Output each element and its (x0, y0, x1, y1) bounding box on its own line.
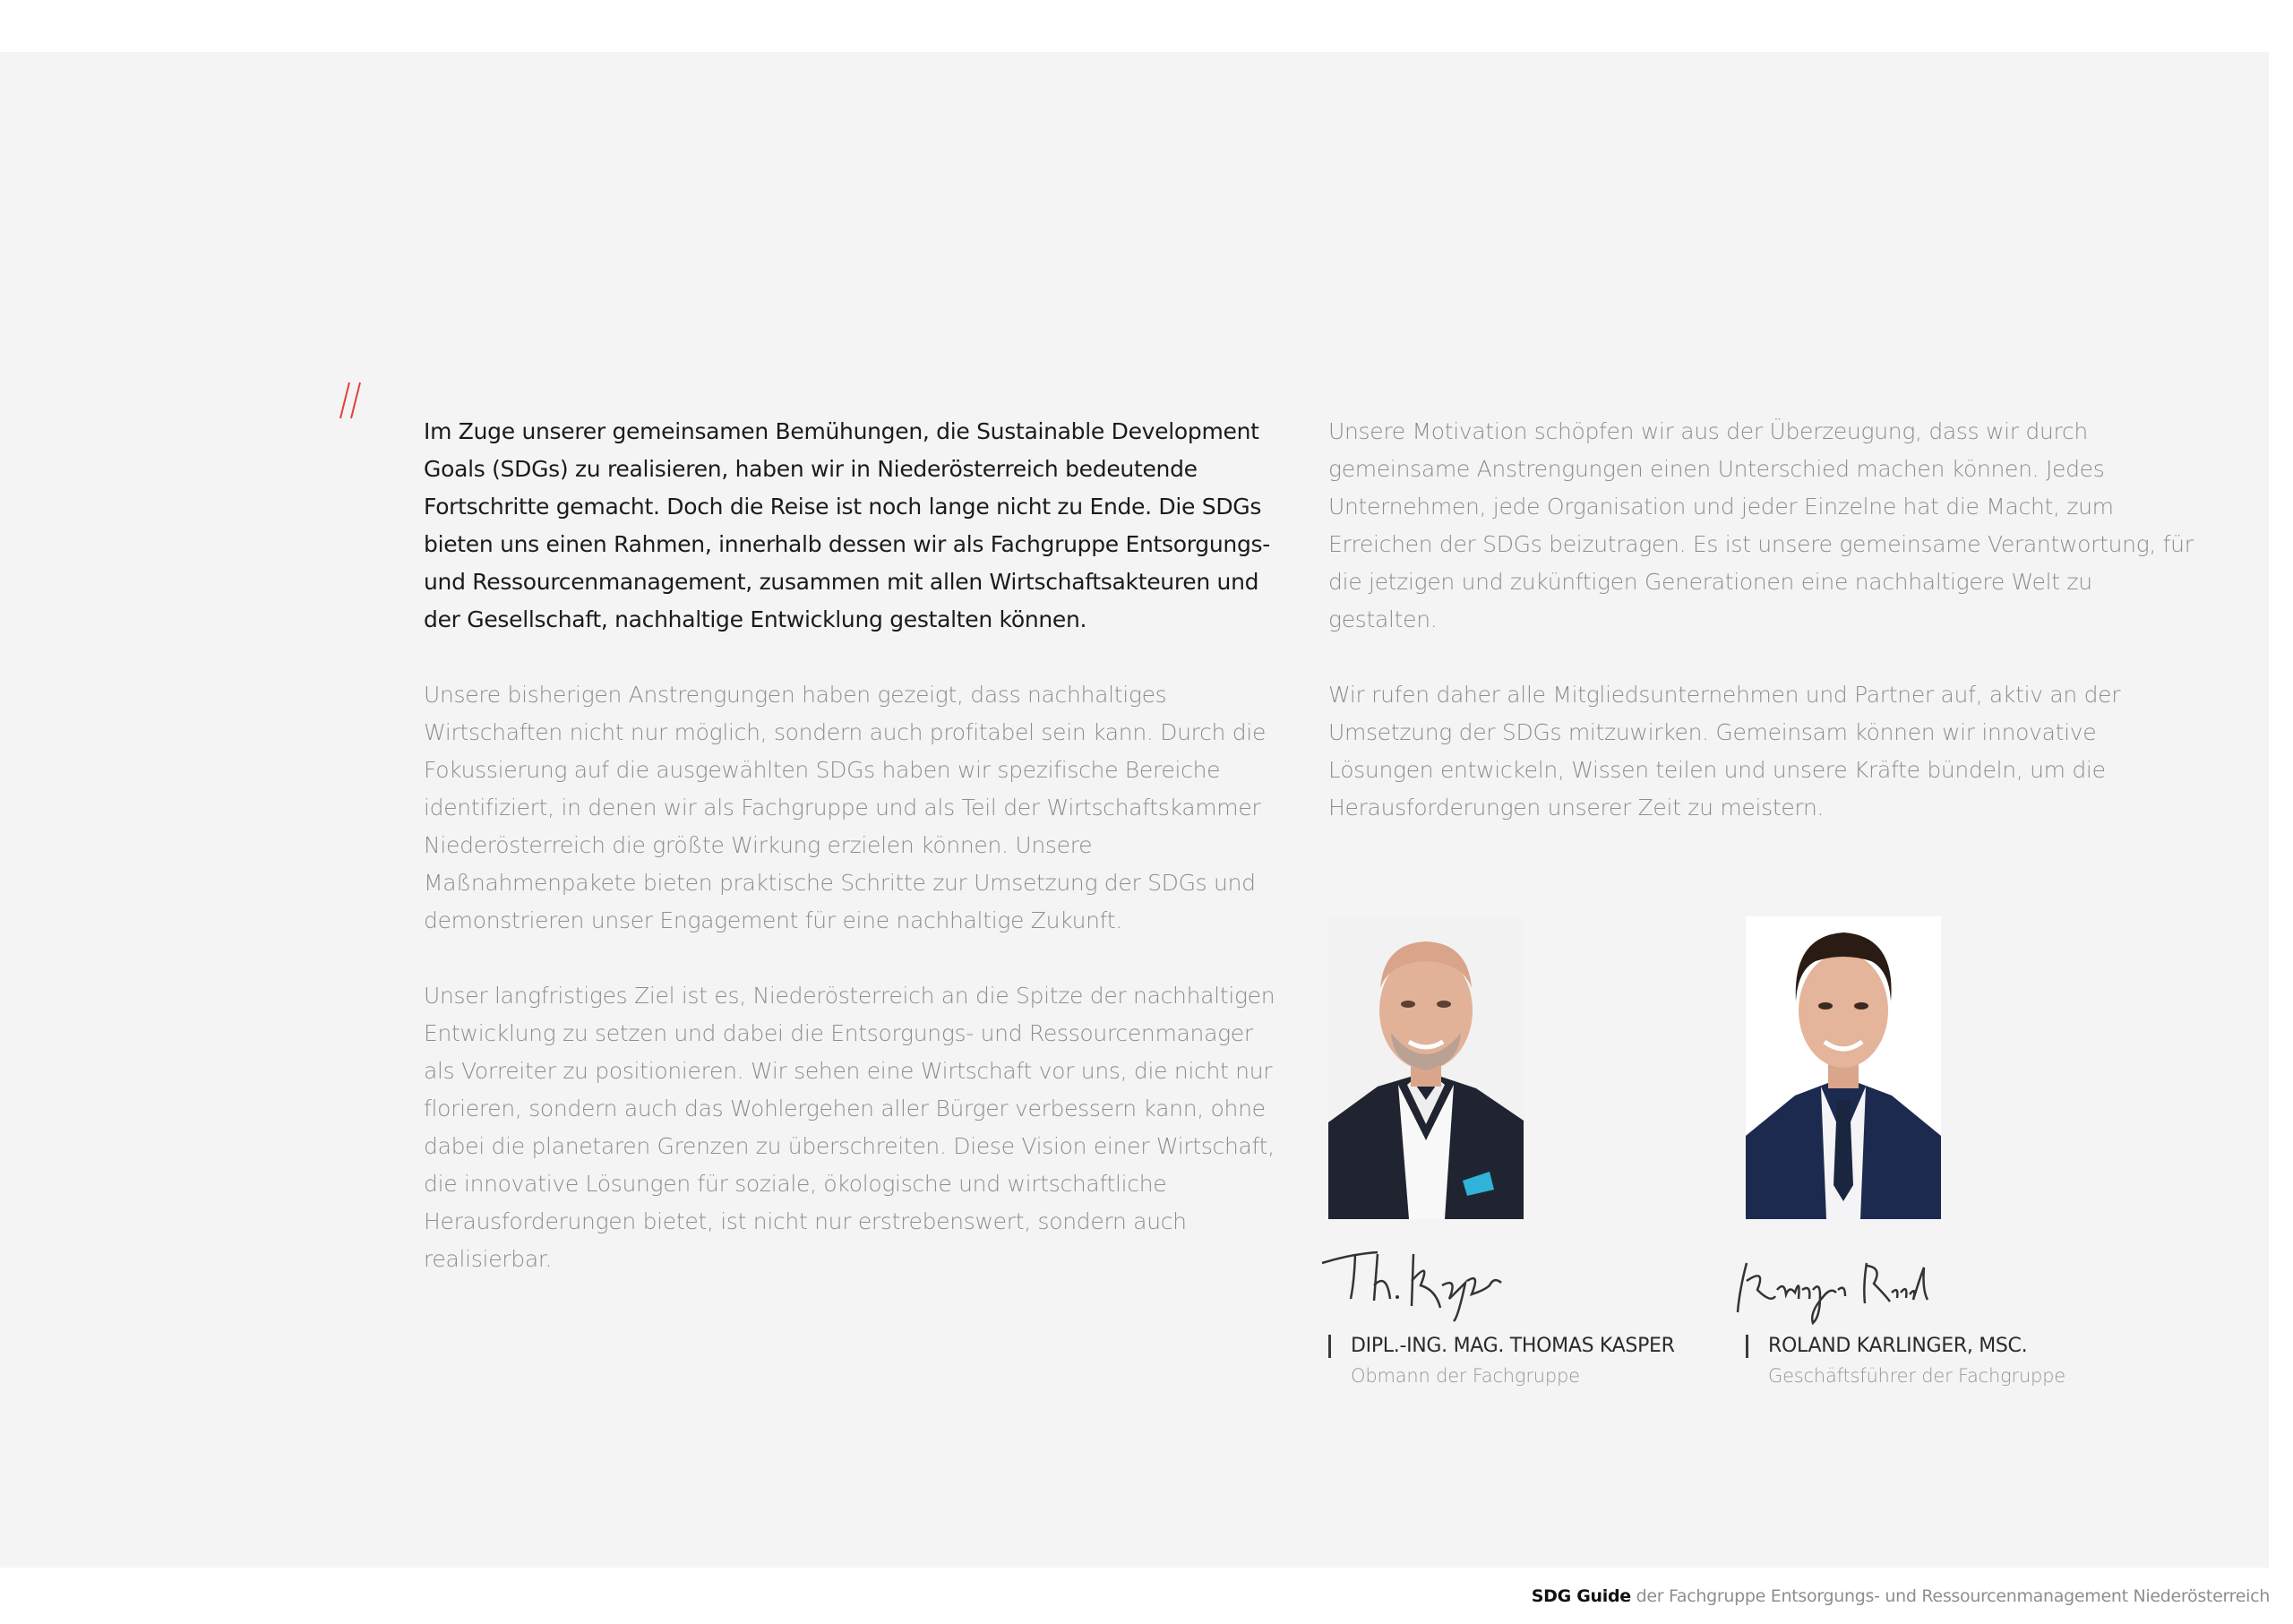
footer-brand: SDG Guide (1531, 1586, 1631, 1606)
signatory-roland-karlinger (1746, 1335, 2027, 1358)
page-footer (1532, 1585, 2270, 1607)
portrait-thomas-kasper (1328, 916, 1524, 1219)
body-paragraph: Unsere bisherigen Anstrengungen haben gezeigt, dass nachhaltiges Wirtschaften nicht nur möglich, sondern auch profitabel sein kann. Durch die Fokussierung auf die ausgewählten SDGs haben wir spezifische Bereiche identifiziert, in denen wir als Fachgruppe und als Teil der Wirtschaftskammer Niederösterreich die größte Wirkung erzielen können. Unsere Maßnahmenpakete bieten praktische Schritte zur Umsetzung der SDGs und demonstrieren unser Engagement für eine nachhaltige Zukunft. (424, 682, 1267, 933)
signature-thomas-kasper (1315, 1236, 1530, 1326)
double-slash-decoration (339, 381, 362, 420)
footer-text: der Fachgruppe Entsorgungs- und Ressourcenmanagement Niederösterreich (1636, 1586, 2270, 1606)
body-paragraph: Unser langfristiges Ziel ist es, Niederösterreich an die Spitze der nachhaltigen Entwicklung zu setzen und dabei die Entsorgungs- und Ressourcenmanager als Vorreiter zu positionieren. Wir sehen eine Wirtschaft vor uns, die nicht nur florieren, sondern auch das Wohlergehen aller Bürger verbessern kann, ohne dabei die planetaren Grenzen zu überschreiten. Diese Vision einer Wirtschaft, die innovative Lösungen für soziale, ökologische und wirtschaftliche Herausforderungen bietet, ist nicht nur erstrebenswert, sondern auch realisierbar. (424, 983, 1275, 1272)
signatory-name: DIPL.-ING. MAG. THOMAS KASPER (1351, 1335, 1675, 1357)
right-text-column (1328, 413, 2202, 864)
signature-roland-karlinger (1730, 1241, 1945, 1330)
signatory-name: ROLAND KARLINGER, MSC. (1768, 1335, 2028, 1357)
signatory-role: Obmann der Fachgruppe (1351, 1365, 1580, 1387)
signatory-thomas-kasper (1328, 1335, 1675, 1358)
signatory-role: Geschäftsführer der Fachgruppe (1768, 1365, 2066, 1387)
body-paragraph: Unsere Motivation schöpfen wir aus der Überzeugung, dass wir durch gemeinsame Anstrengungen einen Unterschied machen können. Jedes Unternehmen, jede Organisation und jeder Einzelne hat die Macht, zum Erreichen der SDGs beizutragen. Es ist unsere gemeinsame Verantwortung, für die jetzigen und zukünftigen Generationen eine nachhaltigere Welt zu gestalten. (1328, 418, 2194, 632)
portrait-roland-karlinger (1746, 916, 1941, 1219)
lead-paragraph: Im Zuge unserer gemeinsamen Bemühungen, die Sustainable Development Goals (SDGs) zu realisieren, haben wir in Niederösterreich bedeutende Fortschritte gemacht. Doch die Reise ist noch lange nicht zu Ende. Die SDGs bieten uns einen Rahmen, innerhalb dessen wir als Fachgruppe Entsorgungs- und Ressourcenmanagement, zusammen mit allen Wirtschaftsakteuren und der Gesellschaft, nachhaltige Entwicklung gestalten können. (424, 418, 1270, 632)
left-text-column (424, 413, 1284, 1316)
body-paragraph: Wir rufen daher alle Mitgliedsunternehmen und Partner auf, aktiv an der Umsetzung der SDGs mitzuwirken. Gemeinsam können wir innovative Lösungen entwickeln, Wissen teilen und unsere Kräfte bündeln, um die Herausforderungen unserer Zeit zu meistern. (1328, 682, 2121, 821)
